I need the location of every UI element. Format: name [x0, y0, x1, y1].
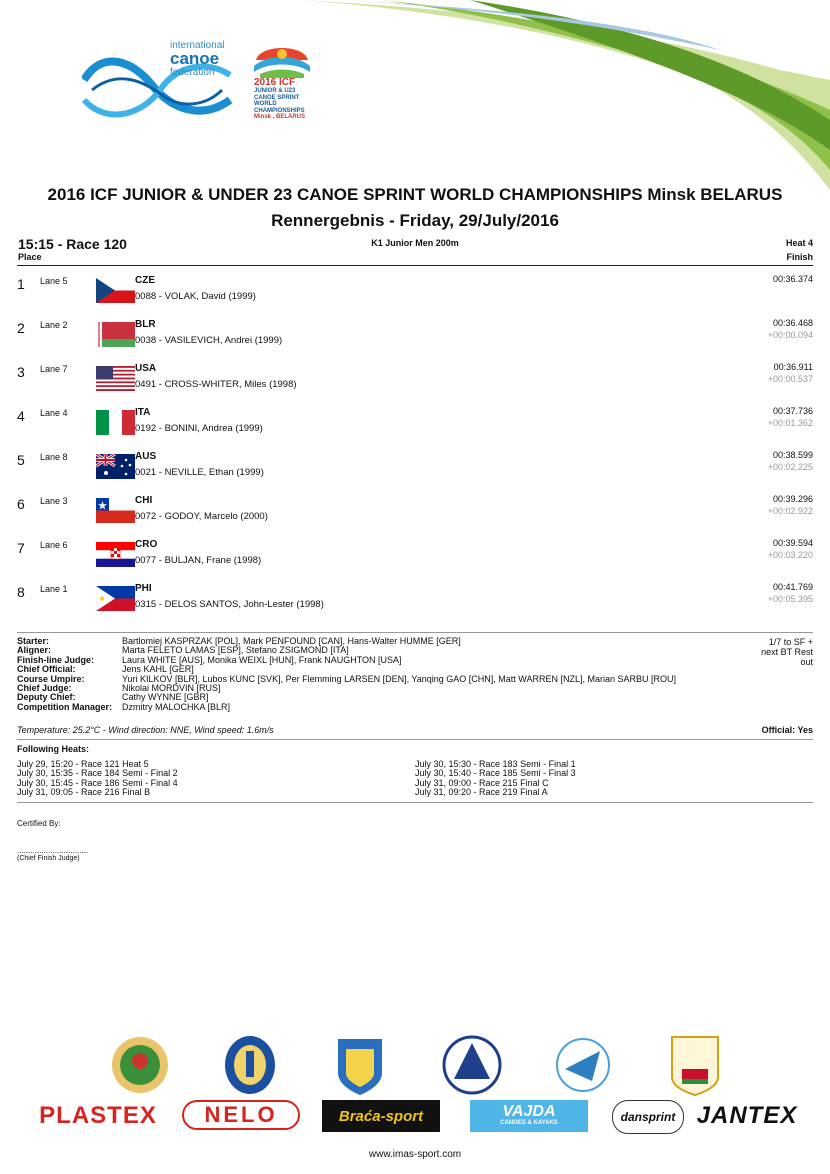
results-divider	[17, 632, 813, 633]
minsk-crest-icon	[225, 1036, 275, 1094]
lane: Lane 3	[40, 496, 68, 506]
athlete-name: 0088 - VOLAK, David (1999)	[135, 291, 256, 302]
official-role: Starter:	[17, 636, 50, 646]
lane: Lane 5	[40, 276, 68, 286]
event-name: K1 Junior Men 200m	[371, 238, 459, 248]
time-difference: +00:03.220	[767, 550, 813, 560]
heat-label: Heat 4	[785, 238, 813, 248]
sponsor-braca-sport: Braća-sport	[322, 1100, 440, 1132]
official-role: Chief Judge:	[17, 683, 72, 694]
finish-header: Finish	[786, 252, 813, 262]
table-row	[17, 534, 813, 578]
time-difference: +00:02.225	[767, 462, 813, 472]
nation-code: USA	[135, 363, 157, 374]
time-difference: +00:05.395	[767, 594, 813, 604]
official-names: Nikolai MORDVIN [RUS]	[122, 683, 221, 694]
official-names: Cathy WYNNE [GBR]	[122, 692, 209, 703]
rank: 2	[17, 320, 25, 336]
rank: 6	[17, 496, 25, 512]
official-names: Marta FELETO LAMAS [ESP], Stefano ZSIGMOND [ITA]	[122, 645, 349, 656]
official-role: Course Umpire:	[17, 673, 85, 684]
official-row	[17, 656, 676, 665]
weather-divider	[17, 739, 813, 740]
list-item: July 31, 09:05 - Race 216 Final B	[17, 787, 151, 798]
official-role: Finish-line Judge:	[17, 654, 95, 665]
official-row	[17, 675, 676, 684]
olympic-committee-icon	[672, 1037, 718, 1095]
sponsor-plastex: PLASTEX	[39, 1102, 157, 1129]
official-names: Yuri KILKOV [BLR], Lubos KUNC [SVK], Per Flemming LARSEN [DEN], Yanqing GAO [CHN], Matt WARREN [NZL], Marian SARBU [ROU]	[122, 673, 676, 684]
nation-code: CHI	[135, 495, 153, 506]
finish-time: 00:41.769	[772, 582, 813, 592]
following-heats-right	[415, 760, 576, 798]
official-names: Jens KAHL [GER]	[122, 664, 194, 675]
event-logo	[250, 40, 314, 130]
federation-sail-icon	[444, 1037, 500, 1093]
flag-ita-icon	[96, 410, 135, 435]
sponsor-vajda: VAJDA CANOES & KAYAKS	[470, 1100, 588, 1132]
header-divider	[17, 265, 813, 266]
weather-info: Temperature: 25.2°C - Wind direction: NNE, Wind speed: 1.6m/s	[17, 725, 274, 735]
nation-code: AUS	[135, 451, 157, 462]
rank: 4	[17, 408, 25, 424]
time-difference: +00:02.922	[767, 506, 813, 516]
nation-code: CZE	[135, 275, 155, 286]
finish-time: 00:39.594	[772, 538, 813, 548]
official-row	[17, 693, 676, 702]
lane: Lane 8	[40, 452, 68, 462]
finish-time: 00:39.296	[772, 494, 813, 504]
certified-by-label: Certified By:	[17, 819, 61, 828]
finish-time: 00:37.736	[772, 406, 813, 416]
place-header: Place	[18, 252, 42, 262]
signature-role: (Chief Finish Judge)	[17, 855, 80, 862]
qualification-rule: 1/7 to SF + next BT Rest out	[761, 637, 813, 667]
official-names: Dzmitry MALOCHKA [BLR]	[122, 701, 231, 712]
table-row	[17, 402, 813, 446]
lane: Lane 2	[40, 320, 68, 330]
list-item: July 31, 09:20 - Race 219 Final A	[415, 787, 548, 798]
list-item: July 31, 09:00 - Race 215 Final C	[415, 777, 549, 788]
athlete-name: 0192 - BONINI, Andrea (1999)	[135, 423, 263, 434]
athlete-name: 0491 - CROSS-WHITER, Miles (1998)	[135, 379, 297, 390]
athlete-name: 0038 - VASILEVICH, Andrei (1999)	[135, 335, 283, 346]
following-heats-left	[17, 760, 178, 798]
lane: Lane 4	[40, 408, 68, 418]
city-shield-icon	[338, 1039, 382, 1095]
list-item: July 29, 15:20 - Race 121 Heat 5	[17, 759, 149, 769]
flag-usa-icon	[96, 366, 135, 391]
athlete-name: 0072 - GODOY, Marcelo (2000)	[135, 511, 268, 522]
flag-cze-icon	[96, 278, 135, 303]
time-difference: +00:00.094	[767, 330, 813, 340]
official-row	[17, 703, 676, 712]
official-role: Deputy Chief:	[17, 692, 76, 703]
list-item: July 30, 15:40 - Race 185 Semi - Final 3	[415, 768, 576, 779]
document-title: 2016 ICF JUNIOR & UNDER 23 CANOE SPRINT WORLD CHAMPIONSHIPS Minsk BELARUS	[47, 185, 783, 204]
official-role: Chief Official:	[17, 664, 76, 675]
event-emblem-icon	[250, 40, 314, 80]
flag-cro-icon	[96, 542, 135, 567]
flag-chi-icon	[96, 498, 135, 523]
athlete-name: 0021 - NEVILLE, Ethan (1999)	[135, 467, 264, 478]
lane: Lane 6	[40, 540, 68, 550]
flag-phi-icon	[96, 586, 135, 611]
nation-code: CRO	[135, 539, 158, 550]
signature-line: ................................	[17, 846, 89, 855]
sponsor-dansprint: dansprint	[612, 1100, 684, 1134]
event-logo-text: 2016 ICF JUNIOR & U23 CANOE SPRINT WORLD CHAMPIONSHIPS Minsk , BELARUS	[254, 77, 306, 120]
flag-aus-icon	[96, 454, 135, 479]
list-item: July 30, 15:45 - Race 186 Semi - Final 4	[17, 777, 178, 788]
finish-time: 00:36.468	[772, 318, 813, 328]
lane: Lane 1	[40, 584, 68, 594]
official-status: Official: Yes	[761, 725, 813, 735]
official-names: Laura WHITE [AUS], Monika WEIXL [HUN], Frank NAUGHTON [USA]	[122, 654, 402, 665]
table-row	[17, 358, 813, 402]
finish-time: 00:38.599	[772, 450, 813, 460]
rank: 7	[17, 540, 25, 556]
sponsor-emblems	[100, 1033, 740, 1097]
time-difference: +00:00.537	[767, 374, 813, 384]
sponsor-nelo: NELO	[182, 1100, 300, 1130]
rank: 8	[17, 584, 25, 600]
official-names: Bartlomiej KASPRZAK [POL], Mark PENFOUND [CAN], Hans-Walter HUMME [GER]	[122, 636, 461, 646]
heats-divider	[17, 802, 813, 803]
rank: 5	[17, 452, 25, 468]
officials-list	[17, 637, 676, 712]
document-subtitle: Rennergebnis - Friday, 29/July/2016	[271, 211, 559, 230]
rank: 1	[17, 276, 25, 292]
list-item: July 30, 15:35 - Race 184 Semi - Final 2	[17, 768, 178, 779]
footer-url: www.imas-sport.com	[368, 1149, 462, 1160]
flag-blr-icon	[96, 322, 135, 347]
sponsor-jantex: JANTEX	[696, 1102, 798, 1129]
rank: 3	[17, 364, 25, 380]
table-row	[17, 314, 813, 358]
table-row	[17, 446, 813, 490]
athlete-name: 0077 - BULJAN, Frane (1998)	[135, 555, 262, 566]
finish-time: 00:36.374	[772, 274, 813, 284]
table-row	[17, 578, 813, 622]
list-item: July 30, 15:30 - Race 183 Semi - Final 1	[415, 759, 576, 769]
icf-logo	[82, 40, 232, 130]
nation-code: PHI	[135, 583, 152, 594]
nation-code: BLR	[135, 319, 156, 330]
sports-federation-icon	[557, 1039, 609, 1091]
athlete-name: 0315 - DELOS SANTOS, John-Lester (1998)	[135, 599, 324, 610]
table-row	[17, 490, 813, 534]
icf-logo-text: international canoe federation	[170, 40, 225, 78]
following-heats-title: Following Heats:	[17, 744, 89, 754]
time-difference: +00:01.362	[767, 418, 813, 428]
official-role: Aligner:	[17, 645, 52, 656]
lane: Lane 7	[40, 364, 68, 374]
race-time: 15:15 - Race 120	[18, 236, 127, 252]
table-row	[17, 270, 813, 314]
nation-code: ITA	[135, 407, 151, 418]
finish-time: 00:36.911	[773, 362, 813, 372]
belarus-emblem-icon	[112, 1037, 168, 1093]
official-role: Competition Manager:	[17, 701, 113, 712]
official-row	[17, 684, 676, 693]
